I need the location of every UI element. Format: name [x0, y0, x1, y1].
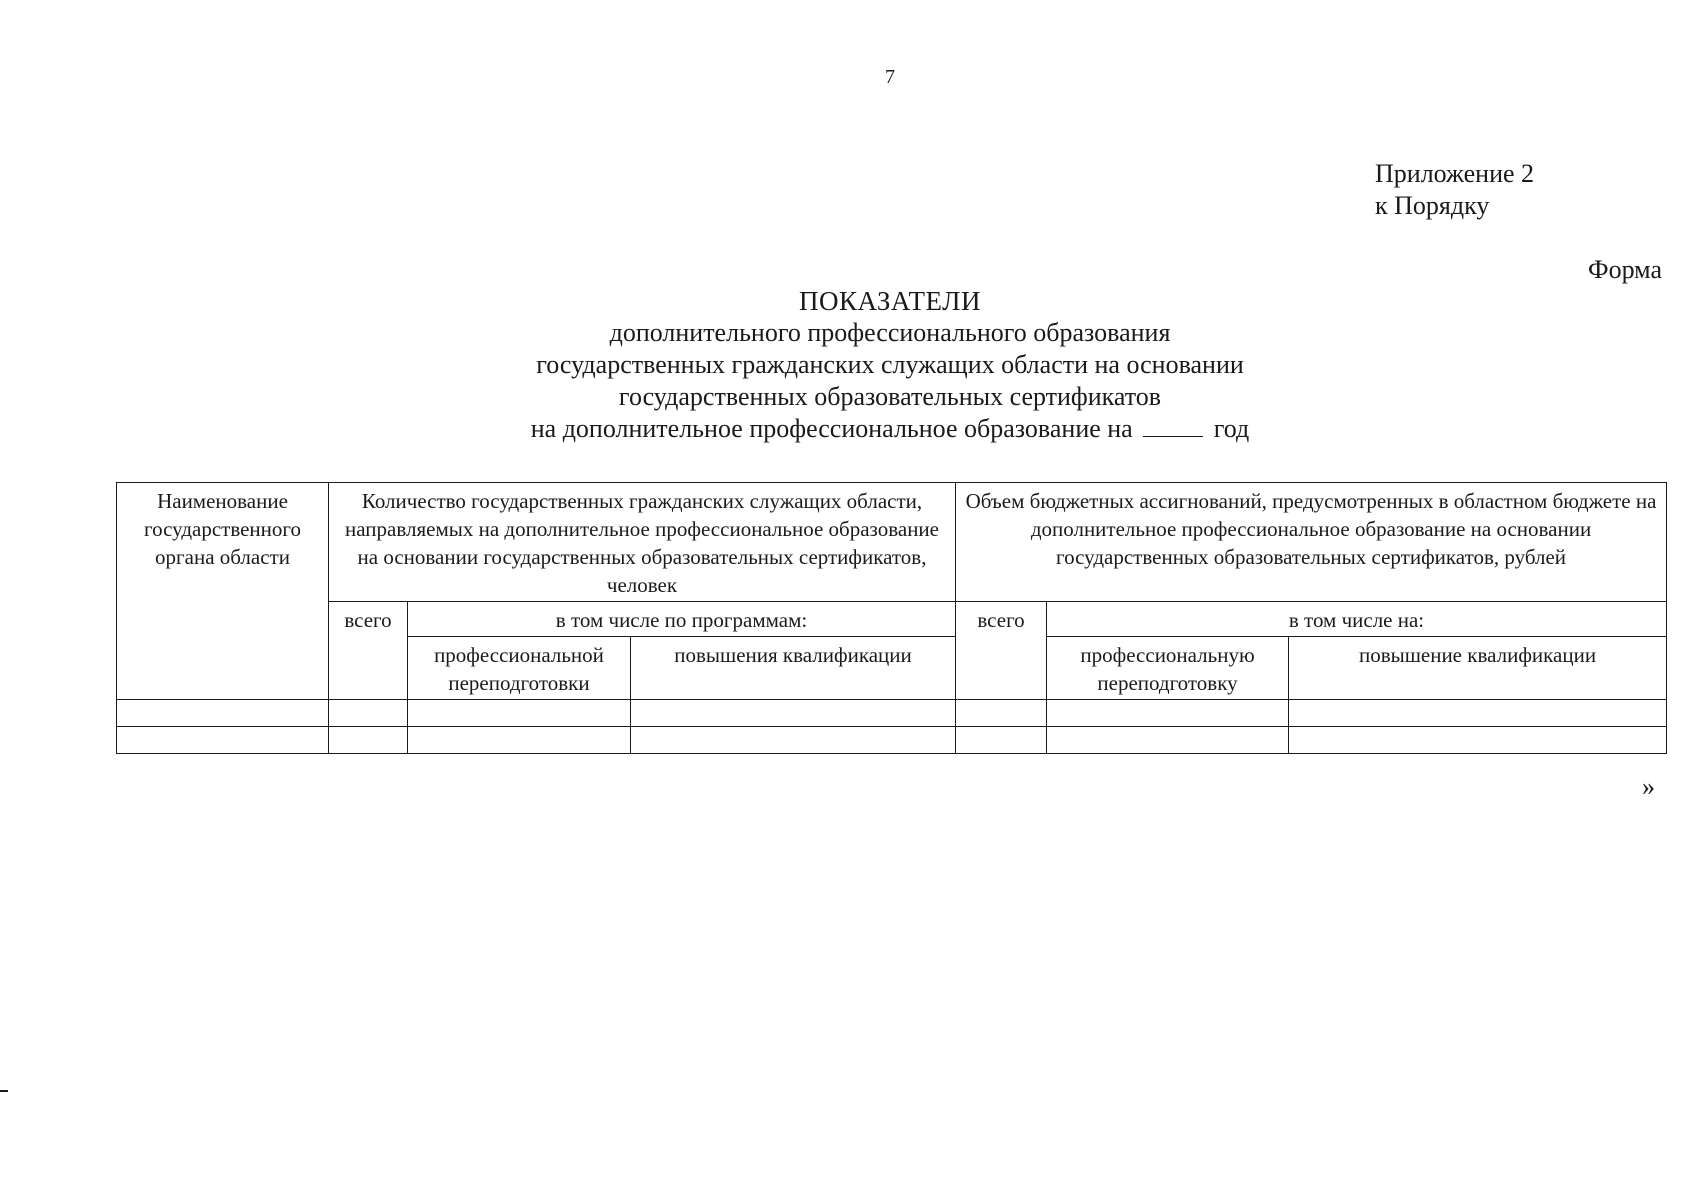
year-blank-field[interactable] — [1143, 416, 1203, 437]
table-cell[interactable] — [1047, 700, 1289, 727]
closing-quote: » — [1642, 772, 1655, 801]
table-cell[interactable] — [631, 700, 956, 727]
table-cell[interactable] — [1289, 727, 1667, 754]
header-employee-count: Количество государственных гражданских служащих области, направляемых на дополнительное профессиональное образование на основании государственных образовательных сертификатов, человек — [329, 483, 956, 602]
table-cell[interactable] — [117, 727, 329, 754]
title-line-4 — [440, 413, 1340, 445]
title-line-1: дополнительного профессионального образования — [609, 318, 1171, 347]
title-line-2: государственных гражданских служащих области на основании — [536, 350, 1244, 379]
header-budget-including: в том числе на: — [1047, 602, 1667, 637]
table-cell[interactable] — [956, 700, 1047, 727]
title-main: ПОКАЗАТЕЛИ — [799, 286, 981, 316]
table-cell[interactable] — [117, 700, 329, 727]
document-title — [440, 285, 1340, 445]
form-label: Форма — [1588, 255, 1662, 284]
header-count-including: в том числе по программам: — [408, 602, 956, 637]
title-line-3: государственных образовательных сертификатов — [618, 382, 1162, 411]
table-cell[interactable] — [956, 727, 1047, 754]
header-count-qualification: повышения квалификации — [631, 637, 956, 700]
margin-mark — [0, 1090, 8, 1092]
table-cell[interactable] — [1289, 700, 1667, 727]
header-count-total: всего — [329, 602, 408, 700]
appendix-line-1: Приложение 2 — [1375, 159, 1535, 188]
table-cell[interactable] — [329, 700, 408, 727]
table-header-row-2 — [117, 602, 1667, 637]
title-line-4-start: на дополнительное профессиональное образование на — [530, 414, 1133, 443]
table-cell[interactable] — [631, 727, 956, 754]
page-number: 7 — [885, 66, 895, 88]
appendix-reference — [1375, 158, 1534, 222]
table-row — [117, 700, 1667, 727]
table-cell[interactable] — [1047, 727, 1289, 754]
header-budget-total: всего — [956, 602, 1047, 700]
header-budget-qualification: повышение квалификации — [1289, 637, 1667, 700]
header-budget-retraining: профессиональную переподготовку — [1047, 637, 1289, 700]
table-cell[interactable] — [408, 700, 631, 727]
header-count-retraining: профессиональной переподготовки — [408, 637, 631, 700]
header-org-name: Наименование государственного органа области — [117, 483, 329, 700]
table-cell[interactable] — [408, 727, 631, 754]
table-cell[interactable] — [329, 727, 408, 754]
header-budget-volume: Объем бюджетных ассигнований, предусмотренных в областном бюджете на дополнительное профессиональное образование на основании государственных образовательных сертификатов, рублей — [956, 483, 1667, 602]
title-line-4-end: год — [1213, 414, 1250, 443]
indicators-table — [116, 482, 1667, 754]
appendix-line-2: к Порядку — [1375, 191, 1490, 220]
table-row — [117, 727, 1667, 754]
table-header-row-1 — [117, 483, 1667, 602]
